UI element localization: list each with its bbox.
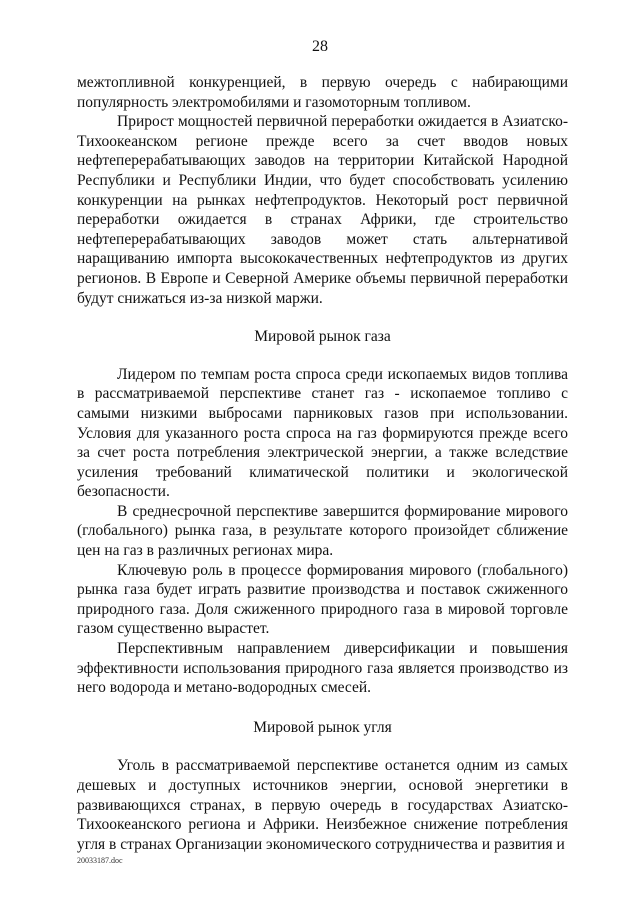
paragraph-gas-hydrogen: Перспективным направлением диверсификации и повышения эффективности использования природного газа является производство из него водорода и метано-водородных смесей. bbox=[77, 640, 568, 697]
footer-filename: 20033187.doc bbox=[77, 856, 123, 865]
heading-coal-market: Мировой рынок угля bbox=[253, 718, 392, 736]
paragraph-gas-global-market: В среднесрочной перспективе завершится формирование мирового (глобального) рынка газа, в результате которого произойдет сближение цен на газ в различных регионах мира. bbox=[77, 502, 568, 560]
paragraph-gas-demand: Лидером по темпам роста спроса среди ископаемых видов топлива в рассматриваемой перспективе станет газ - ископаемое топливо с самыми низкими выбросами парниковых газов при использовании. Условия для указанного роста спроса на газ формируются прежде всего за счет роста потребления электрической энергии, а также вследствие усиления требований климатической политики и экологической безопасности. bbox=[77, 365, 568, 501]
paragraph-refining-capacity: Прирост мощностей первичной переработки ожидается в Азиатско-Тихоокеанском регионе прежде всего за счет вводов новых нефтеперерабатывающих заводов на территории Китайской Народной Республики и Республики Индии, что будет способствовать усилению конкуренции на рынках нефтепродуктов. Некоторый рост первичной переработки ожидается в странах Африки, где строительство нефтеперерабатывающих заводов может стать альтернативой наращиванию импорта высококачественных нефтепродуктов из других регионов. В Европе и Северной Америке объемы первичной переработки будут снижаться из-за низкой маржи. bbox=[77, 113, 568, 307]
page-number: 28 bbox=[312, 38, 328, 55]
paragraph-gas-lng: Ключевую роль в процессе формирования мирового (глобального) рынка газа будет играть развитие производства и поставок сжиженного природного газа. Доля сжиженного природного газа в мировой торговле газом существенно вырастет. bbox=[77, 561, 568, 638]
document-body bbox=[77, 73, 568, 854]
paragraph-coal-outlook: Уголь в рассматриваемой перспективе останется одним из самых дешевых и доступных источников энергии, основой энергетики в развивающихся странах, в первую очередь в государствах Азиатско-Тихоокеанского региона и Африки. Неизбежное снижение потребления угля в странах Организации экономического сотрудничества и развития и bbox=[77, 757, 568, 853]
heading-gas-market: Мировой рынок газа bbox=[254, 328, 391, 346]
paragraph-continuation: межтопливной конкуренцией, в первую очередь с набирающими популярность электромобилями и газомоторным топливом. bbox=[77, 74, 568, 111]
